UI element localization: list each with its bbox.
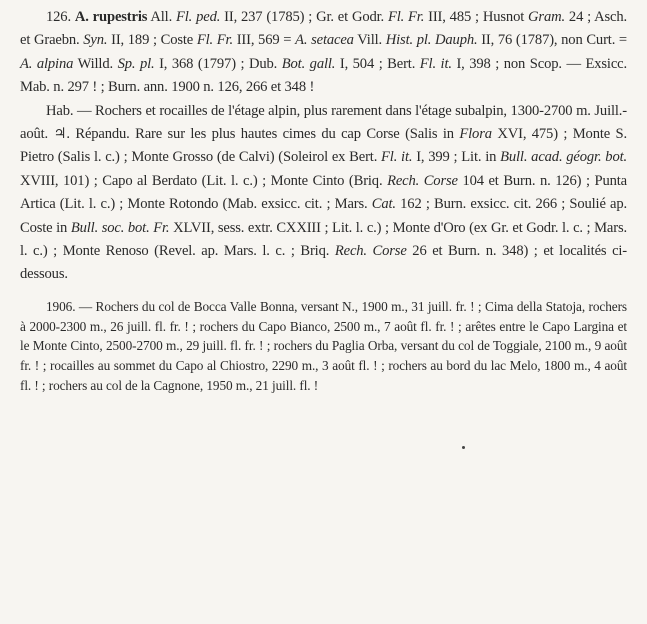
synonymy-run: Sp. pl.	[117, 55, 155, 72]
synonymy-run: I, 504 ; Bert.	[335, 55, 420, 72]
synonymy-run: Willd.	[73, 55, 118, 72]
synonymy-run: II, 76 (1787), non Curt. =	[477, 32, 628, 49]
habitat-paragraph	[20, 100, 627, 287]
habitat-run: Cat.	[371, 196, 396, 213]
habitat-run: XLVII, sess. extr. CXXIII ; Lit. l. c.) ; Monte d'Oro (ex Gr. et Godr. l. c. ; Mars. l. c.) ; Monte Renoso (Revel. ap. Mars. l. c. ; Briq.	[20, 219, 627, 260]
habitat-run: 104 et Burn. n. 126) ; Punta Artica (Lit. l. c.) ; Monte Rotondo (Mab. exsicc. cit. ; Mars.	[20, 172, 627, 213]
habitat-run: XVIII, 101) ; Capo al Berdato (Lit. l. c.) ; Monte Cinto (Briq.	[20, 172, 388, 189]
synonymy-run: Gram.	[528, 9, 565, 25]
habitat-run: Hab. — Rochers et rocailles de l'étage alpin, plus rarement dans l'étage subalpin, 1300-2700 m. Juill.-août. ♃. Répandu. Rare sur les plus hautes cimes du cap Corse (Salis in	[20, 102, 627, 143]
habitat-run: Bull. soc. bot. Fr.	[70, 219, 170, 236]
synonymy-run: A. setacea	[295, 32, 354, 49]
observations-paragraph: 1906. — Rochers du col de Bocca Valle Bonna, versant N., 1900 m., 31 juill. fr. ! ; Cima della Statoja, rochers à 2000-2300 m., 26 juill. fl. fr. ! ; rochers du Capo Bianco, 2500 m., 7 août fl. fr. ! ; arêtes entre le Capo Largina et le Monte Cinto, 2500-2700 m., 29 juill. fl. fr. ! ; rochers du Paglia Orba, versant du col de Toggiale, 2100 m., 9 août fr. ! ; rocailles au sommet du Capo al Chiostro, 2290 m., 3 août fl. ! ; rochers au bord du lac Melo, 1800 m., 4 août fl. ! ; rochers au col de la Cagnone, 1950 m., 21 juill. fl. !	[20, 298, 627, 394]
synonymy-run: III, 485 ; Husnot	[424, 9, 529, 25]
species-entry-synonymy	[20, 6, 627, 100]
synonymy-run: III, 569 =	[232, 32, 296, 49]
synonymy-run: Hist. pl. Dauph.	[385, 32, 478, 49]
habitat-run: XVI, 475) ; Monte S. Pietro (Salis l. c.) ; Monte Grosso (de Calvi) (Soleirol ex Bert.	[20, 126, 627, 166]
synonymy-run: Vill.	[353, 32, 386, 49]
habitat-run: Flora	[459, 126, 492, 143]
synonymy-run: All.	[147, 9, 177, 25]
habitat-run: I, 399 ; Lit. in	[412, 149, 501, 166]
habitat-run: Fl. it.	[381, 149, 413, 166]
habitat-run: Bull. acad. géogr. bot.	[500, 149, 627, 166]
synonymy-run: Syn.	[83, 32, 108, 49]
habitat-run: 162 ; Burn. exsicc. cit. 266 ; Soulié ap. Coste in	[20, 196, 627, 236]
synonymy-run: Fl. Fr.	[387, 9, 425, 25]
synonymy-run: Fl. it.	[419, 55, 452, 72]
species-name: A. rupestris	[74, 9, 148, 25]
synonymy-run: Fl. ped.	[176, 9, 221, 25]
synonymy-run: I, 398 ; non Scop. — Exsicc. Mab. n. 297 ! ; Burn. ann. 1900 n. 126, 266 et 348 !	[20, 55, 627, 96]
habitat-run: 26 et Burn. n. 348) ; et localités ci-dessous.	[20, 243, 628, 283]
stray-dot-mark	[462, 446, 465, 449]
entry-number: 126.	[46, 9, 71, 25]
synonymy-run: Fl. Fr.	[196, 32, 233, 49]
synonymy-run: A. alpina	[20, 55, 74, 72]
synonymy-run: I, 368 (1797) ; Dub.	[154, 55, 282, 72]
habitat-run: Rech. Corse	[387, 172, 458, 189]
synonymy-run: Bot. gall.	[281, 55, 336, 72]
synonymy-run: II, 189 ; Coste	[107, 32, 197, 49]
synonymy-run: II, 237 (1785) ; Gr. et Godr.	[220, 9, 388, 25]
habitat-run: Rech. Corse	[334, 243, 407, 260]
synonymy-run: 24 ; Asch. et Graebn.	[20, 9, 628, 49]
